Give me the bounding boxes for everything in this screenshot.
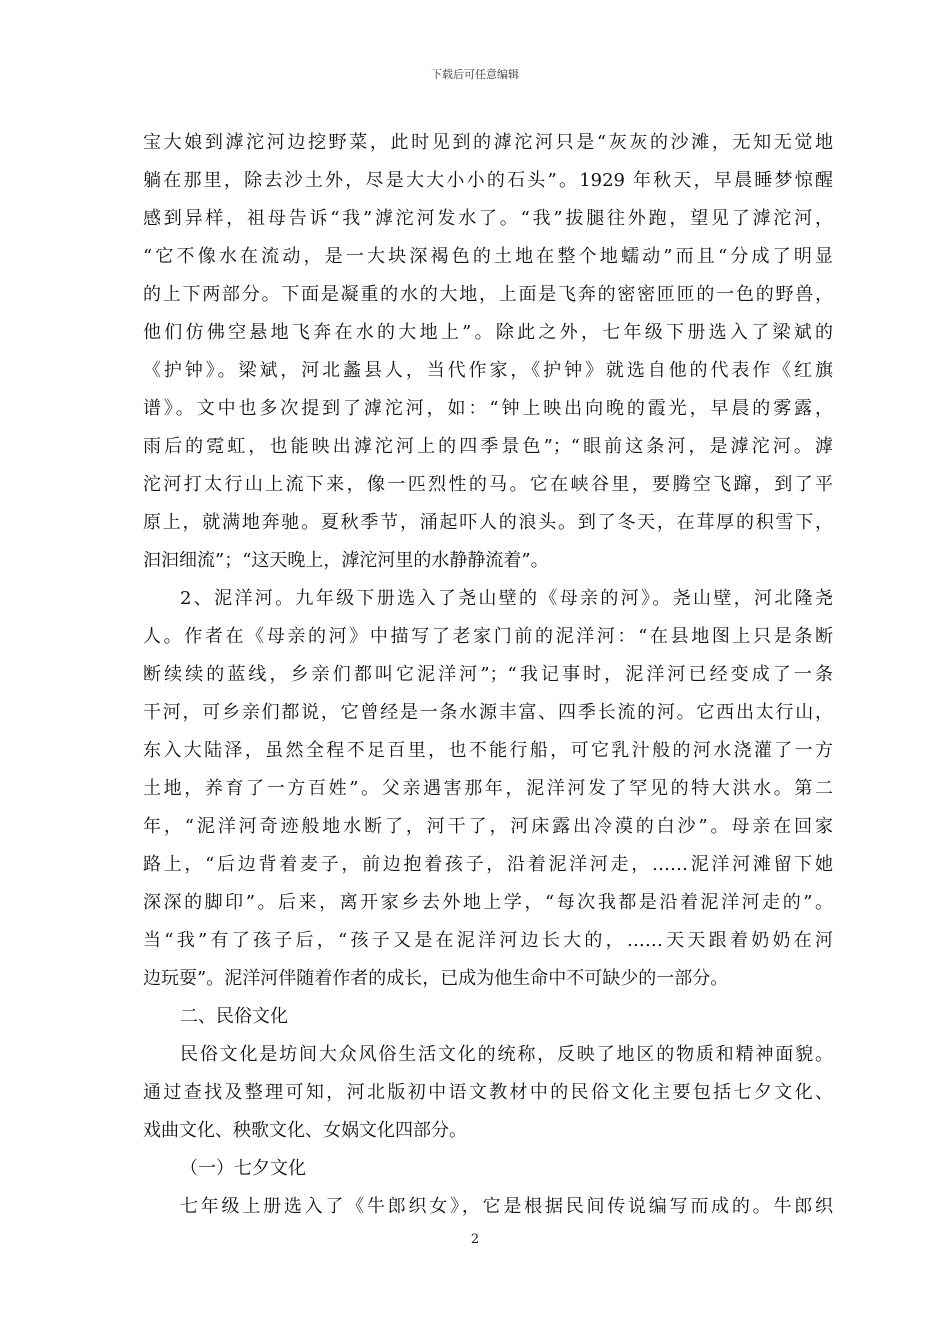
text-line: 边玩耍”。泥洋河伴随着作者的成长，已成为他生命中不可缺少的一部分。 xyxy=(143,968,729,989)
text-line: 民俗文化是坊间大众风俗生活文化的统称，反映了地区的物质和精神面貌。 xyxy=(180,1044,833,1065)
text-line: 土地，养育了一方百姓”。父亲遇害那年，泥洋河发了罕见的特大洪水。第二 xyxy=(143,778,833,799)
text-line: 躺在那里，除去沙土外，尽是大大小小的石头”。1929 年秋天，早晨睡梦惊醒 xyxy=(143,170,833,191)
text-line: 年，“泥洋河奇迹般地水断了，河干了，河床露出冷漠的白沙”。母亲在回家 xyxy=(143,816,833,837)
text-line: 路上，“后边背着麦子，前边抱着孩子，沿着泥洋河走，……泥洋河滩留下她 xyxy=(143,854,833,875)
text-line: 东入大陆泽，虽然全程不足百里，也不能行船，可它乳汁般的河水浇灌了一方 xyxy=(143,740,833,761)
text-line: 断续续的蓝线，乡亲们都叫它泥洋河”；“我记事时，泥洋河已经变成了一条 xyxy=(143,664,833,685)
text-line: 当“我”有了孩子后，“孩子又是在泥洋河边长大的，……天天跟着奶奶在河 xyxy=(143,930,833,951)
subsection-heading: （一）七夕文化 xyxy=(180,1158,306,1179)
text-line: 他们仿佛空悬地飞奔在水的大地上”。除此之外，七年级下册选入了梁斌的 xyxy=(143,322,833,343)
page-number: 2 xyxy=(470,1232,480,1247)
text-line: 沱河打太行山上流下来，像一匹烈性的马。它在峡谷里，要腾空飞蹿，到了平 xyxy=(143,474,833,495)
text-line: 深深的脚印”。后来，离开家乡去外地上学，“每次我都是沿着泥洋河走的”。 xyxy=(143,892,833,913)
text-line: “它不像水在流动，是一大块深褐色的土地在整个地蠕动”而且“分成了明显 xyxy=(143,246,833,267)
text-line: 雨后的霓虹，也能映出滹沱河上的四季景色”；“眼前这条河，是滹沱河。滹 xyxy=(143,436,833,457)
text-line: 感到异样，祖母告诉“我”滹沱河发水了。“我”拔腿往外跑，望见了滹沱河， xyxy=(143,208,833,229)
text-line: 谱》。文中也多次提到了滹沱河，如：“钟上映出向晚的霞光，早晨的雾露， xyxy=(143,398,833,419)
text-line: 原上，就满地奔驰。夏秋季节，涌起吓人的浪头。到了冬天，在茸厚的积雪下， xyxy=(143,512,833,533)
text-line: 汩汩细流”；“这天晚上，滹沱河里的水静静流着”。 xyxy=(143,550,549,571)
text-line: 通过查找及整理可知，河北版初中语文教材中的民俗文化主要包括七夕文化、 xyxy=(143,1082,833,1103)
text-line: 干河，可乡亲们都说，它曾经是一条水源丰富、四季长流的河。它西出太行山， xyxy=(143,702,833,723)
text-line: 2、泥洋河。九年级下册选入了尧山壁的《母亲的河》。尧山壁，河北隆尧 xyxy=(180,588,833,609)
text-line: 七年级上册选入了《牛郎织女》，它是根据民间传说编写而成的。牛郎织 xyxy=(180,1196,833,1217)
text-line: 宝大娘到滹沱河边挖野菜，此时见到的滹沱河只是“灰灰的沙滩，无知无觉地 xyxy=(143,132,833,153)
section-heading: 二、民俗文化 xyxy=(180,1006,288,1027)
page-header: 下载后可任意编辑 xyxy=(431,68,519,81)
text-line: 戏曲文化、秧歌文化、女娲文化四部分。 xyxy=(143,1120,467,1141)
body-text xyxy=(143,124,833,1226)
text-line: 人。作者在《母亲的河》中描写了老家门前的泥洋河：“在县地图上只是条断 xyxy=(143,626,833,647)
text-line: 《护钟》。梁斌，河北蠡县人，当代作家，《护钟》就选自他的代表作《红旗 xyxy=(143,360,833,381)
text-line: 的上下两部分。下面是凝重的水的大地，上面是飞奔的密密匝匝的一色的野兽， xyxy=(143,284,833,305)
